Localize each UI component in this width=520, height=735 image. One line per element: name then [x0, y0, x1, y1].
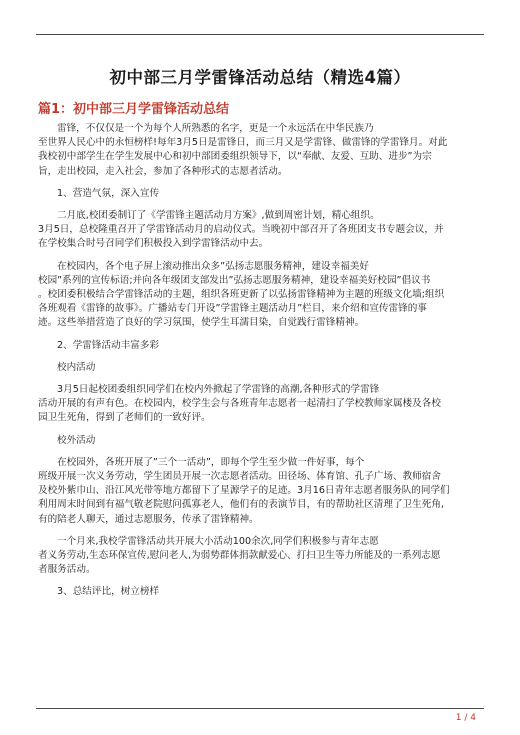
text-line: 旨，走出校园，走入社会，参加了各种形式的志愿者活动。	[38, 165, 288, 177]
subheading	[38, 361, 486, 375]
document-body	[38, 122, 486, 608]
text-line: 雷锋，不仅仅是一个为每个人所熟悉的名字，更是一个永远活在中华民族乃	[57, 123, 374, 134]
text-line: 迹。这些举措营造了良好的学习氛围，使学生耳濡目染，自觉践行雷锋精神。	[38, 317, 365, 329]
text-line: 3月5日，总校隆重召开了学雷锋活动月的启动仪式。当晚初中部召开了各班团支书专题会议，并	[38, 224, 444, 236]
text-line: 校园”系列的宣传标语;并向各年级团支部发出”弘扬志愿服务精神，建设幸福美好校园”倡议书	[38, 274, 431, 286]
text-line: 园卫生死角，得到了老师们的一致好评。	[38, 412, 211, 424]
text-line: 利用周末时间到有福气敬老院慰问孤寡老人，他们有的表演节目，有的帮助社区清理了卫生死角,	[38, 499, 444, 511]
text-line: 我校初中部学生在学生发展中心和初中部团委组织领导下，以“奉献、友爱、互助、进步”为宗	[38, 151, 432, 163]
text-line: 者服务活动。	[38, 564, 96, 576]
text-line: 在校园内，各个电子屏上滚动推出众多”弘扬志愿服务精神，建设幸福美好	[57, 260, 369, 272]
paragraph	[38, 383, 486, 426]
subheading	[38, 585, 486, 599]
paragraph	[38, 535, 486, 578]
text-line: 3月5日起校团委组织同学们在校内外掀起了学雷锋的高潮,各种形式的学雷锋	[57, 384, 380, 396]
section-heading: 篇1：初中部三月学雷锋活动总结	[38, 102, 230, 117]
subheading	[38, 187, 486, 201]
paragraph	[38, 209, 486, 252]
text-line: 校外活动	[57, 434, 96, 446]
text-line: 活动开展的有声有色。在校园内，校学生会与各班青年志愿者一起清扫了学校教师家属楼及各校	[38, 398, 441, 410]
text-line: 3、总结评比，树立榜样	[57, 586, 160, 598]
text-line: 。校团委积极结合学雷锋活动的主题，组织各班更新了以弘扬雷锋精神为主题的班级文化墙;组织	[38, 289, 445, 301]
text-line: 者义务劳动,生态环保宣传,慰问老人,为弱势群体捐款献爱心、打扫卫生等力所能及的一系列志愿	[38, 550, 441, 562]
paragraph	[38, 260, 486, 331]
subheading	[38, 339, 486, 353]
text-line: 校内活动	[57, 361, 96, 373]
text-line: 2、学雷锋活动丰富多彩	[57, 339, 160, 351]
text-line: 各班观看《雷锋的故事》。广播站专门开设”学雷锋主题活动月”栏目，来介绍和宣传雷锋的事	[38, 303, 427, 315]
text-line: 二月底,校团委制订了《学雷锋主题活动月方案》,做到周密计划，精心组织。	[57, 210, 380, 222]
document-title: 初中部三月学雷锋活动总结（精选4篇）	[109, 68, 411, 87]
text-line: 至世界人民心中的永恒榜样!每年3月5日是雷锋日，而三月又是学雷锋、做雷锋的学雷锋月。对此	[38, 137, 448, 149]
paragraph	[38, 122, 486, 179]
footer-rule	[36, 708, 484, 709]
text-line: 及校外紫巾山、沿江风光带等地方都留下了星源学子的足迹。3月16日青年志愿者服务队的同学们	[38, 485, 450, 497]
text-line: 1、营造气氛，深入宣传	[57, 187, 160, 199]
text-line: 在学校集合时号召同学们积极投入到学雷锋活动中去。	[38, 238, 269, 250]
header-rule	[36, 34, 484, 35]
paragraph	[38, 456, 486, 527]
text-line: 一个月来,我校学雷锋活动共开展大小活动100余次,同学们积极参与青年志愿	[57, 535, 379, 547]
page-number: 1 / 4	[455, 713, 476, 723]
text-line: 有的陪老人聊天，通过志愿服务，传承了雷锋精神。	[38, 513, 259, 525]
subheading	[38, 434, 486, 448]
text-line: 在校园外，各班开展了”三个一活动”，即每个学生至少做一件好事，每个	[57, 456, 365, 468]
text-line: 班级开展一次义务劳动，学生团员开展一次志愿者活动。田径场、体育馆、孔子广场、教师宿舍	[38, 471, 441, 483]
